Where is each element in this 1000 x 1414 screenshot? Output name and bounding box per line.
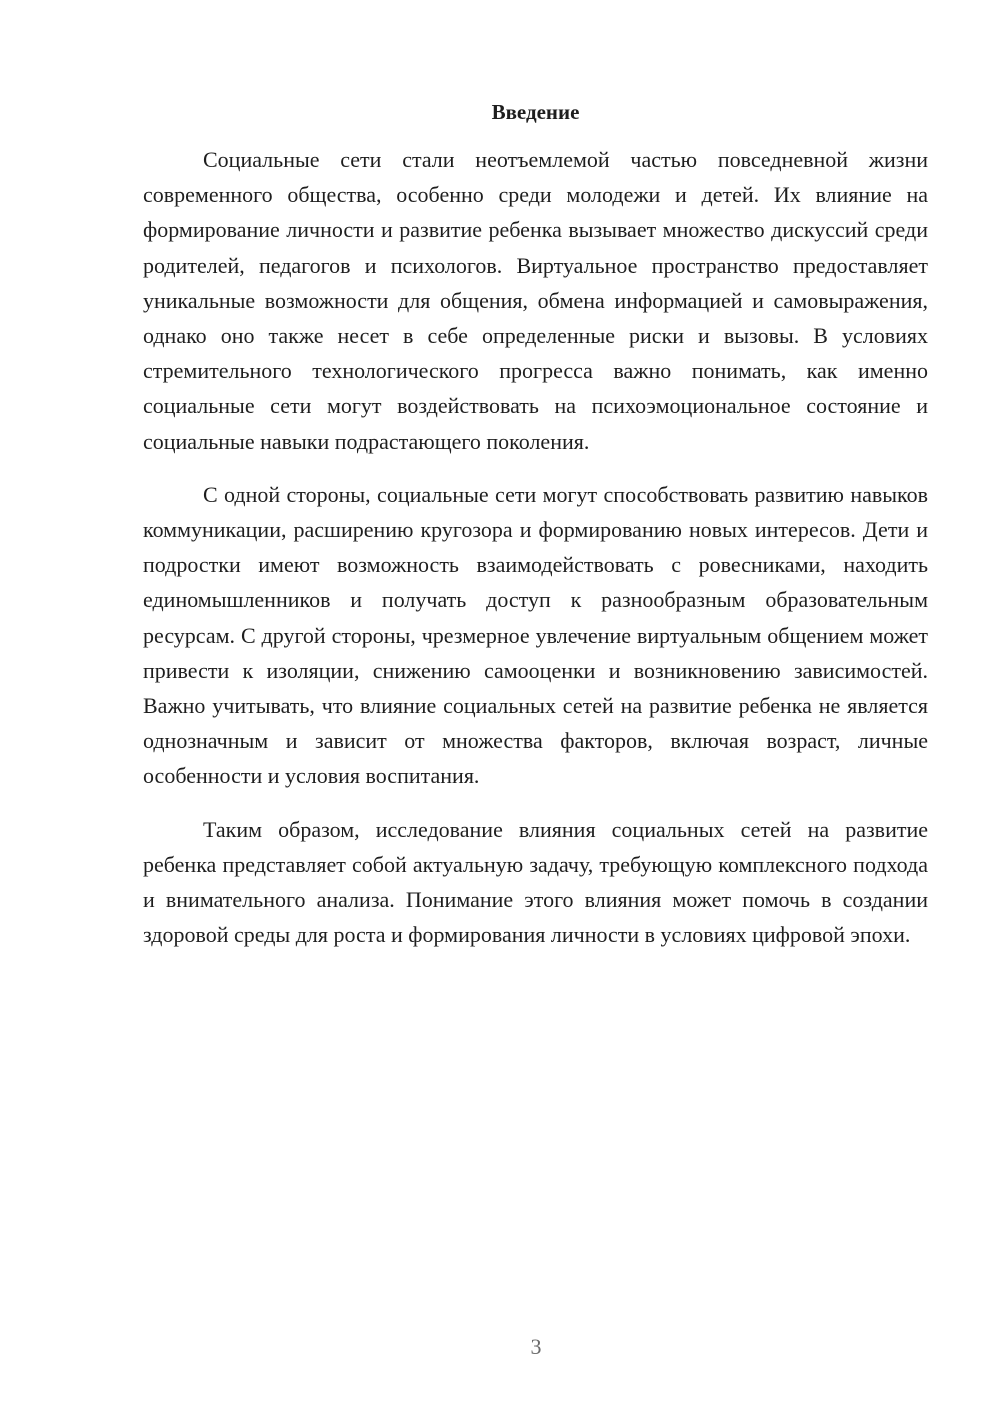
body-text — [143, 142, 928, 970]
page-number: 3 — [530, 1334, 542, 1359]
paragraph-3: Таким образом, исследование влияния социальных сетей на развитие ребенка представляет собой актуальную задачу, требующую комплексного подхода и внимательного анализа. Понимание этого влияния может помочь в создании здоровой среды для роста и формирования личности в условиях цифровой эпохи. — [143, 816, 928, 948]
section-title: Введение — [491, 100, 580, 124]
paragraph-1: Социальные сети стали неотъемлемой частью повседневной жизни современного общества, особенно среди молодежи и детей. Их влияние на формирование личности и развитие ребенка вызывает множество дискуссий среди родителей, педагогов и психологов. Виртуальное пространство предоставляет уникальные возможности для общения, обмена информацией и самовыражения, однако оно также несет в себе определенные риски и вызовы. В условиях стремительного технологического прогресса важно понимать, как именно социальные сети могут воздействовать на психоэмоциональное состояние и социальные навыки подрастающего поколения. — [143, 147, 928, 454]
paragraph-2: С одной стороны, социальные сети могут способствовать развитию навыков коммуникации, расширению кругозора и формированию новых интересов. Дети и подростки имеют возможность взаимодействовать с ровесниками, находить единомышленников и получать доступ к разнообразным образовательным ресурсам. С другой стороны, чрезмерное увлечение виртуальным общением может привести к изоляции, снижению самооценки и возникновению зависимостей. Важно учитывать, что влияние социальных сетей на развитие ребенка не является однозначным и зависит от множества факторов, включая возраст, личные особенности и условия воспитания. — [143, 481, 928, 789]
